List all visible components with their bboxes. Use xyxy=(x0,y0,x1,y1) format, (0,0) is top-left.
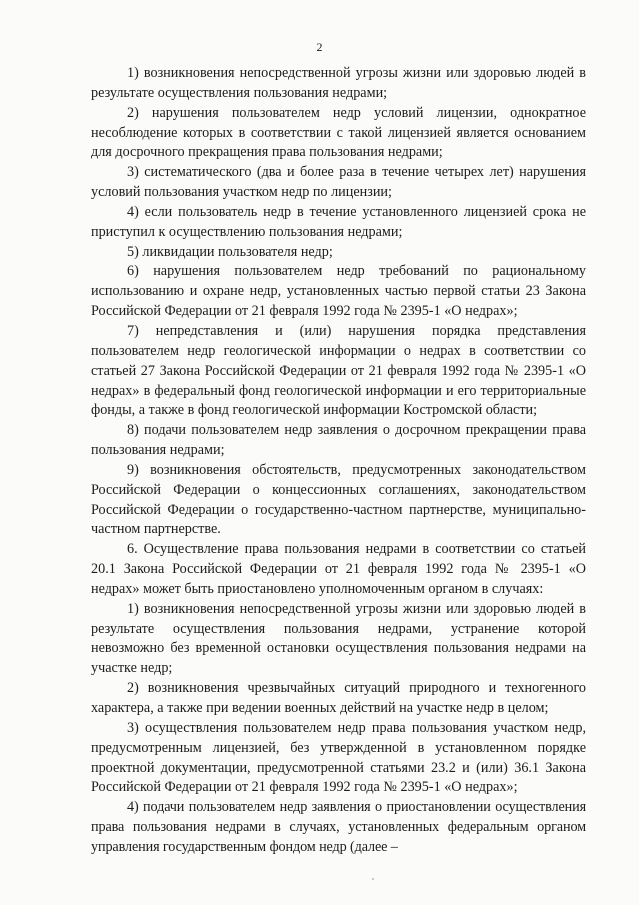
paragraph: 5) ликвидации пользователя недр; xyxy=(127,243,333,260)
paragraph: 3) систематического (два и более раза в течение четырех лет) нарушения условий пользования участком недр по лицензии; xyxy=(91,164,586,201)
paragraph: 3) осуществления пользователем недр права пользования участком недр, предусмотренным лицензией, без утвержденной в установленном порядке проектной документации, предусмотренной статьями 23.2 и (или) 36.1 Закона Российской Федерации от 21 февраля 1992 года № 2395-1 «О недрах»; xyxy=(91,719,586,796)
scan-speck xyxy=(372,878,374,880)
paragraph: 1) возникновения непосредственной угрозы жизни или здоровью людей в результате осуществления пользования недрами; xyxy=(91,65,586,101)
paragraph: 2) возникновения чрезвычайных ситуаций природного и техногенного характера, а также при ведении военных действий на участке недр в целом; xyxy=(91,680,586,716)
paragraph: 6. Осуществление права пользования недрами в соответствии со статьей 20.1 Закона Российской Федерации от 21 февраля 1992 года № 2395-1 «О недрах» может быть приостановлено уполномоченным органом в случаях: xyxy=(91,541,586,597)
page-number: 2 xyxy=(316,40,323,54)
paragraph: 4) подачи пользователем недр заявления о приостановлении осуществления права пользования недрами в случаях, установленных федеральным органом управления государственным фондом недр (далее – xyxy=(91,799,586,855)
paragraph: 8) подачи пользователем недр заявления о досрочном прекращении права пользования недрами; xyxy=(91,422,586,459)
document-body xyxy=(91,64,586,858)
paragraph: 2) нарушения пользователем недр условий лицензии, однократное несоблюдение которых в соответствии с такой лицензией является основанием для досрочного прекращения права пользования недрами; xyxy=(91,104,586,161)
paragraph: 9) возникновения обстоятельств, предусмотренных законодательством Российской Федерации о концессионных соглашениях, законодательством Российской Федерации о государственно-частном партнерстве, муниципально-частном партнерстве. xyxy=(91,461,586,538)
paragraph: 7) непредставления и (или) нарушения порядка представления пользователем недр геологической информации о недрах в соответствии со статьей 27 Закона Российской Федерации от 21 февраля 1992 года № 2395-1 «О недрах» в федеральный фонд геологической информации и его территориальные фонды, а также в фонд геологической информации Костромской области; xyxy=(91,322,586,419)
paragraph: 6) нарушения пользователем недр требований по рациональному использованию и охране недр, установленных частью первой статьи 23 Закона Российской Федерации от 21 февраля 1992 года № 2395-1 «О недрах»; xyxy=(91,263,586,320)
paragraph: 4) если пользователь недр в течение установленного лицензией срока не приступил к осуществлению пользования недрами; xyxy=(91,203,586,240)
paragraph: 1) возникновения непосредственной угрозы жизни или здоровью людей в результате осуществления пользования недрами, устранение которой невозможно без временной остановки осуществления пользования недрами на участке недр; xyxy=(91,600,586,677)
